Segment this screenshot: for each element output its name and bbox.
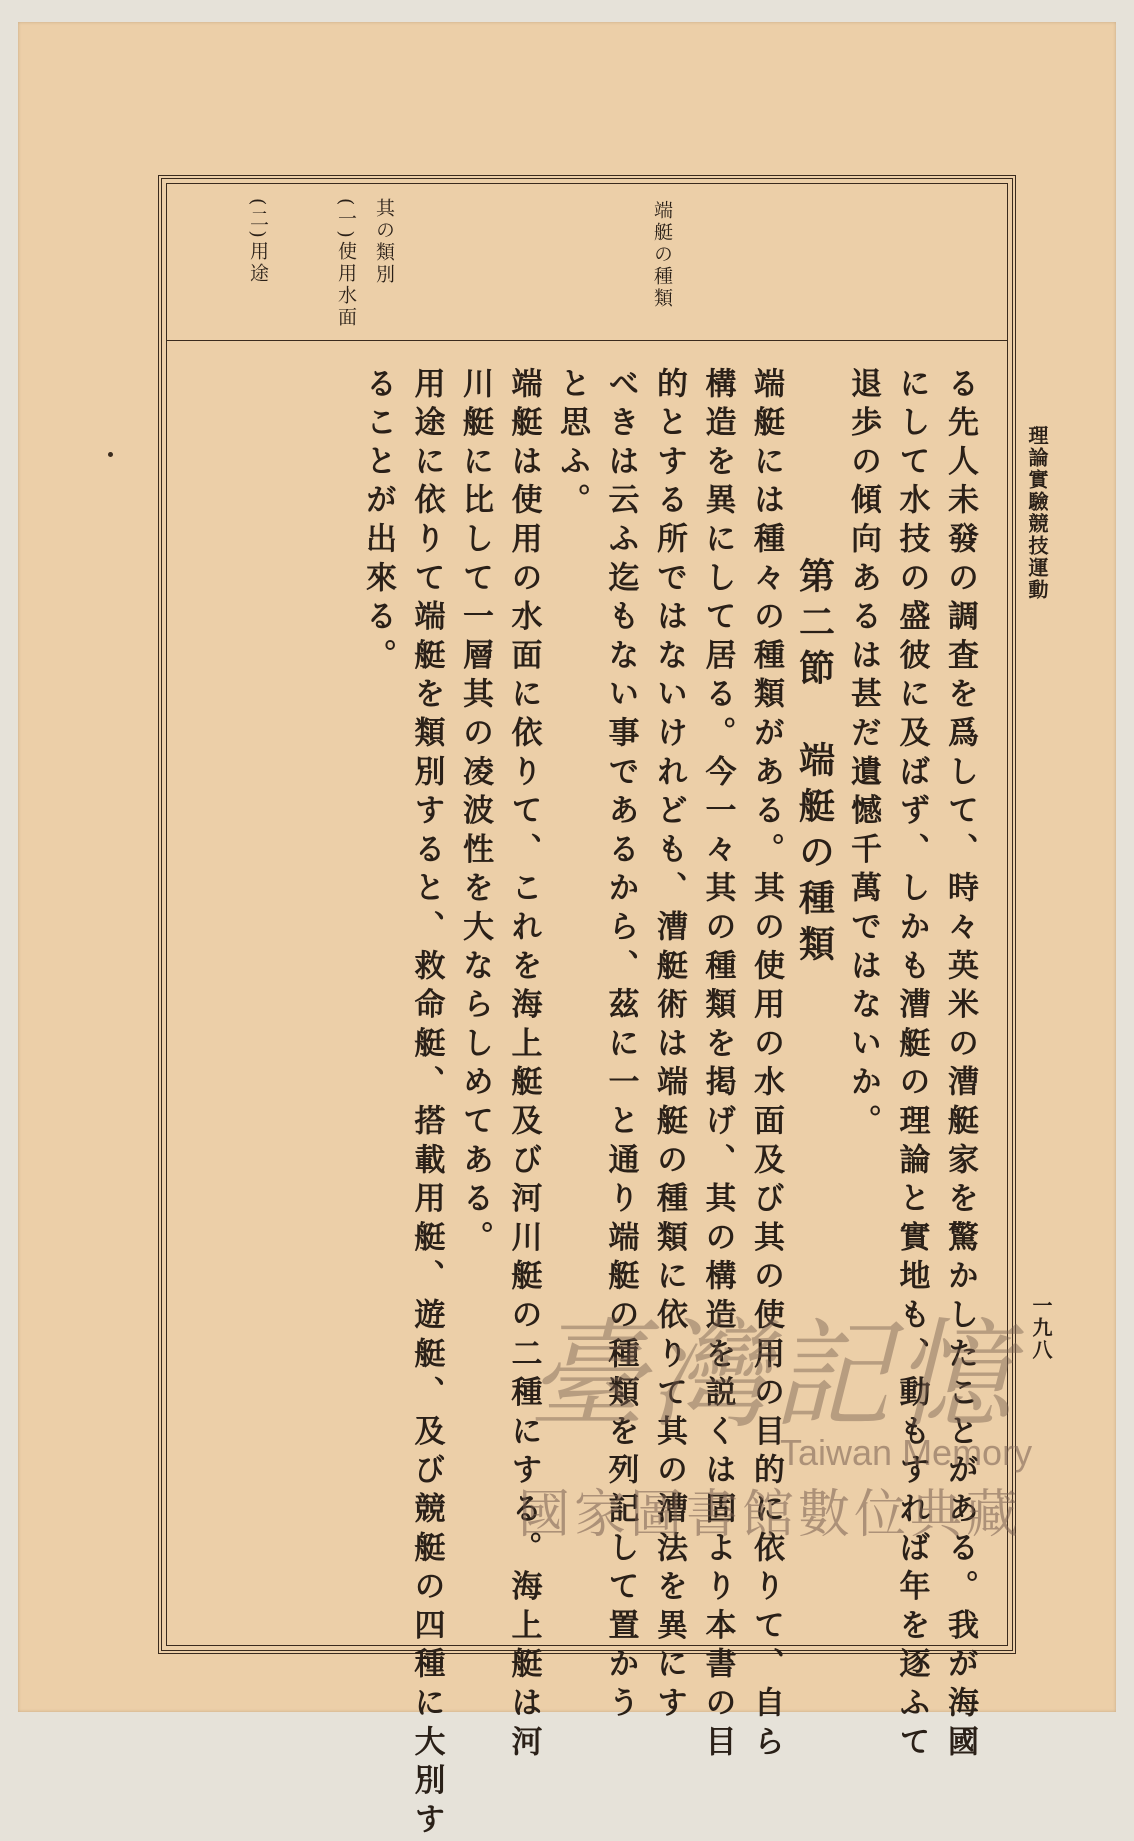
text-column: 構造を異にして居る。今一々其の種類を掲げ、其の構造を説くは固より本書の目 xyxy=(699,367,736,1764)
watermark-library: 國家圖書館數位典藏 xyxy=(518,1485,1023,1545)
margin-note-item-2: (二)用途 xyxy=(247,198,269,285)
running-head: 理論實驗競技運動 xyxy=(1025,425,1049,601)
watermark-roman: Taiwan Memory xyxy=(780,1432,1033,1473)
text-column: にして水技の盛彼に及ばず、しかも漕艇の理論と實地も、動もすれば年を逐ふて xyxy=(893,367,930,1764)
text-column: ることが出來る。 xyxy=(360,367,396,678)
text-column: 用途に依りて端艇を類別すると、救命艇、搭載用艇、遊艇、及び競艇の四種に大別す xyxy=(408,367,445,1841)
text-column: 川艇に比して一層其の凌波性を大ならしめてある。 xyxy=(457,367,493,1260)
text-column: 端艇には種々の種類がある。其の使用の水面及び其の使用の目的に依りて、自ら xyxy=(748,367,784,1764)
section-heading: 第二節 端艇の種類 xyxy=(793,557,836,971)
text-column: る先人未發の調査を爲して、時々英米の漕艇家を驚かしたことがある。我が海國 xyxy=(942,367,978,1764)
text-column: 的とする所ではないけれども、漕艇術は端艇の種類に依りて其の漕法を異にす xyxy=(651,367,687,1725)
body-text xyxy=(188,367,984,1841)
text-column: と思ふ。 xyxy=(554,367,590,523)
watermark-script: 臺灣記憶 xyxy=(528,1306,1017,1444)
margin-note-category: 其の類別 xyxy=(373,198,395,286)
text-column: 端艇は使用の水面に依りて、これを海上艇及び河川艇の二種にする。海上艇は河 xyxy=(505,367,542,1764)
margin-note-item-1: (一)使用水面 xyxy=(335,198,357,329)
paper-speck xyxy=(108,452,113,457)
page-number: 一九八 xyxy=(1029,1295,1053,1361)
margin-divider xyxy=(166,340,1008,341)
text-column: べきは云ふ迄もない事であるから、茲に一と通り端艇の種類を列記して置かう xyxy=(602,367,639,1725)
text-column: 退歩の傾向あるは甚だ遺憾千萬ではないか。 xyxy=(845,367,881,1143)
margin-note-title: 端艇の種類 xyxy=(651,200,673,310)
